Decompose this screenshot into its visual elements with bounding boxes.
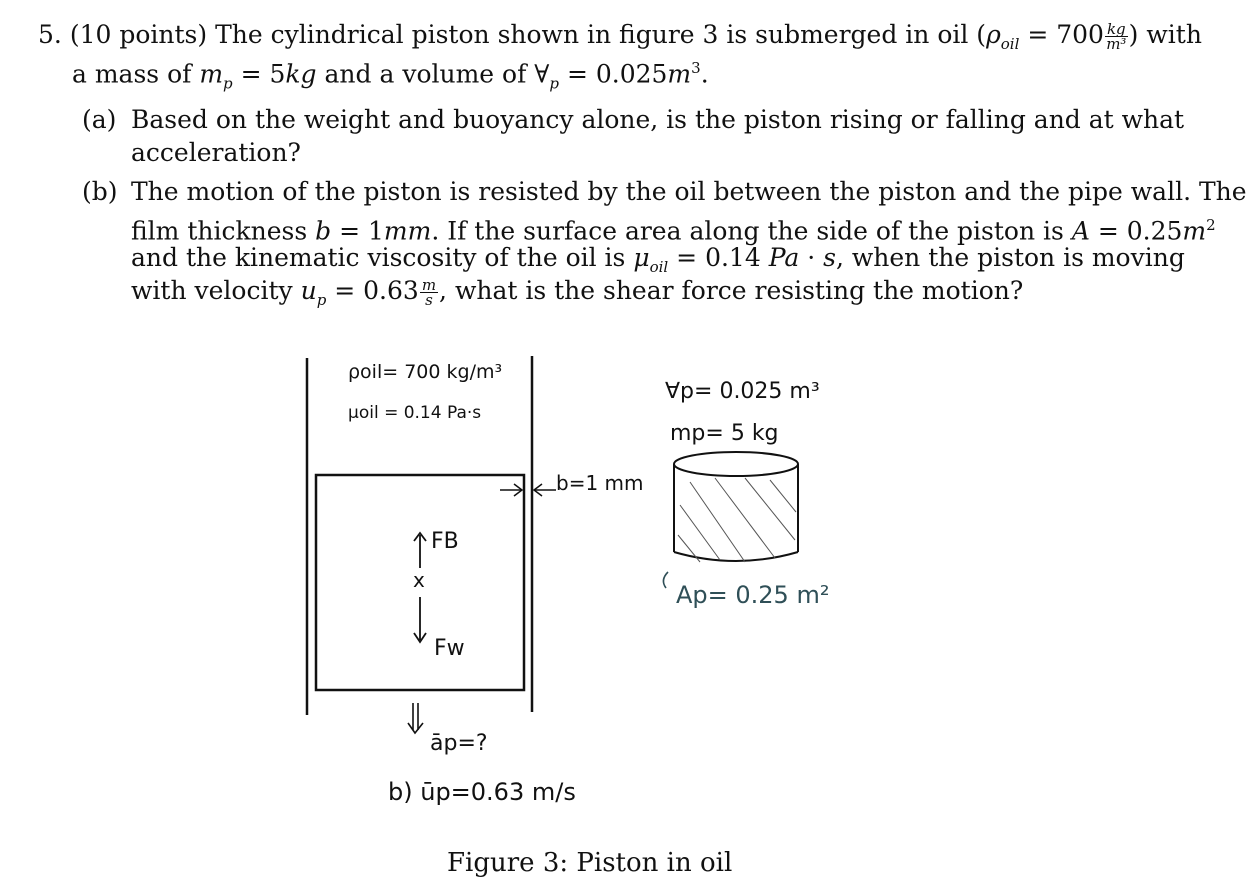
problem-text-end: ) with xyxy=(1128,20,1202,49)
problem-text: a mass of xyxy=(72,59,200,89)
area-unit: m xyxy=(1182,216,1207,246)
area-symbol: A xyxy=(1071,216,1090,246)
part-b-text: , when the piston is moving xyxy=(835,243,1185,272)
accel-arrowhead xyxy=(408,723,423,733)
density-unit-num: kg xyxy=(1106,20,1126,38)
area-unit-exponent: 2 xyxy=(1206,216,1216,234)
film-unit: mm xyxy=(383,216,432,246)
part-b-text: film thickness xyxy=(131,216,316,246)
velocity-unit-den: s xyxy=(425,291,433,309)
part-a-text-2: acceleration? xyxy=(131,138,301,167)
mass-symbol: m xyxy=(199,59,224,89)
film-value: = 1 xyxy=(331,216,384,246)
volume-unit-exponent: 3 xyxy=(691,59,701,77)
density-unit-den: m³ xyxy=(1106,35,1127,53)
figure-caption: Figure 3: Piston in oil xyxy=(447,848,733,878)
velocity-note: b) ūp=0.63 m/s xyxy=(388,778,576,806)
volume-unit: m xyxy=(667,59,692,89)
viscosity-unit-s: s xyxy=(823,243,836,272)
problem-text: and a volume of xyxy=(316,59,535,89)
velocity-value: = 0.63 xyxy=(326,276,419,305)
rho-subscript: oil xyxy=(1000,35,1020,53)
viscosity-unit-dot: · xyxy=(799,243,824,272)
film-note: b=1 mm xyxy=(556,471,644,495)
cylinder-sketch xyxy=(674,452,798,562)
velocity-subscript: p xyxy=(316,291,327,309)
volume-value: = 0.025 xyxy=(559,59,668,89)
volume-subscript: p xyxy=(549,74,559,93)
acceleration-note: āp=? xyxy=(430,731,488,756)
density-value: = 700 xyxy=(1019,20,1104,49)
mass-subscript: p xyxy=(223,74,233,93)
part-b-text-1: The motion of the piston is resisted by the oil between the piston and the pipe wall. The xyxy=(131,177,1247,206)
part-b-text: , what is the shear force resisting the motion? xyxy=(439,276,1024,305)
part-b-text: and the kinematic viscosity of the oil is xyxy=(131,243,634,272)
problem-text: . xyxy=(700,59,709,89)
viscosity-note: μoil = 0.14 Pa·s xyxy=(348,403,482,423)
mass-unit: kg xyxy=(285,59,317,89)
volume-note: ∀p= 0.025 m³ xyxy=(665,379,820,404)
mass-value: = 5 xyxy=(232,59,286,89)
velocity-unit-num: m xyxy=(421,276,437,294)
x-axis-label: x xyxy=(413,568,425,592)
volume-symbol: ∀ xyxy=(534,59,550,89)
part-a-text-1: Based on the weight and buoyancy alone, is the piston rising or falling and at what xyxy=(131,105,1185,134)
part-b-label-text: (b) xyxy=(82,177,118,206)
problem-text: The cylindrical piston shown in figure 3 is submerged in oil ( xyxy=(215,20,987,49)
viscosity-value: = 0.14 xyxy=(668,243,769,272)
area-note: Ap= 0.25 m² xyxy=(676,581,830,609)
area-curl xyxy=(663,572,668,588)
viscosity-subscript: oil xyxy=(649,258,669,276)
part-a-label-text: (a) xyxy=(82,105,117,134)
density-note: ρoil= 700 kg/m³ xyxy=(348,361,503,383)
film-symbol: b xyxy=(315,216,332,246)
velocity-symbol: u xyxy=(300,276,317,305)
problem-number: 5. xyxy=(38,20,62,49)
viscosity-symbol: μ xyxy=(633,243,650,272)
rho-symbol: ρ xyxy=(986,20,1001,49)
viscosity-unit-pa: Pa xyxy=(768,243,800,272)
weight-label: Fw xyxy=(434,636,465,661)
area-value: = 0.25 xyxy=(1089,216,1183,246)
mass-note: mp= 5 kg xyxy=(670,421,779,446)
problem-points: (10 points) xyxy=(69,20,208,49)
part-b-text: with velocity xyxy=(131,276,301,305)
part-b-text: . If the surface area along the side of the piston is xyxy=(431,216,1072,246)
buoyancy-label: FB xyxy=(431,529,459,554)
